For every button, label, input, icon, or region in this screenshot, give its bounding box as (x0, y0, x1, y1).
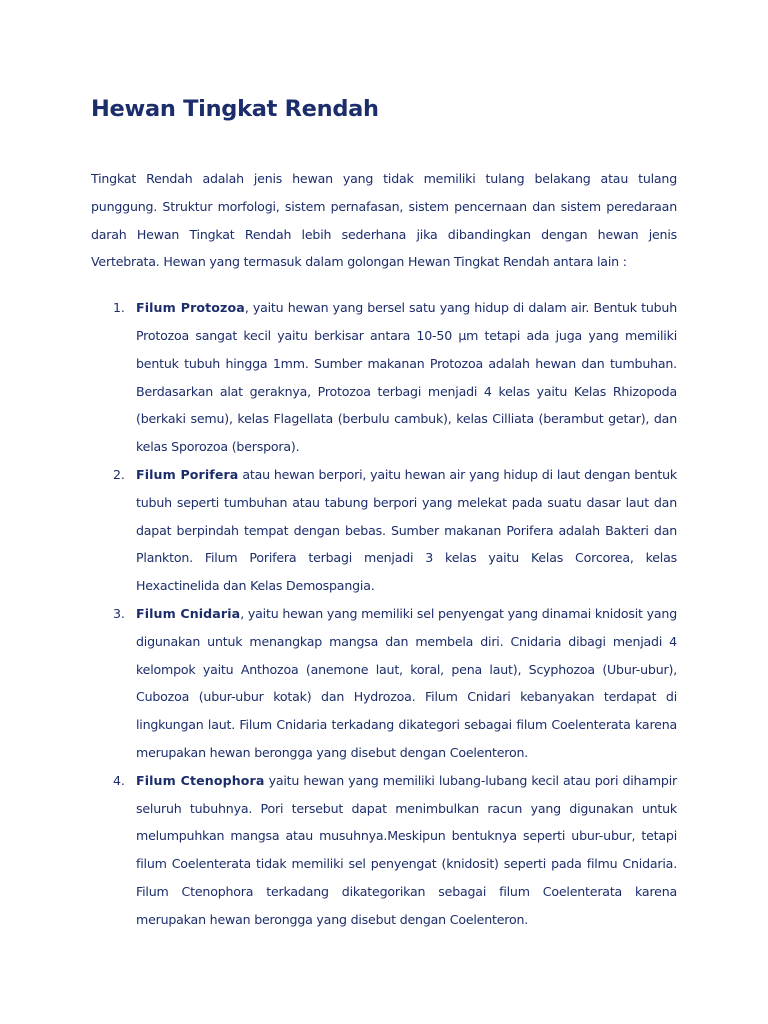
phylum-name: Filum Porifera (136, 466, 239, 482)
list-number: 1. (113, 300, 125, 316)
phylum-list (91, 294, 677, 933)
intro-paragraph: Tingkat Rendah adalah jenis hewan yang tidak memiliki tulang belakang atau tulang punggung. Struktur morfologi, sistem pernafasan, sistem pencernaan dan sistem peredaraan darah Hewan Tingkat Rendah lebih sederhana jika dibandingkan dengan hewan jenis Vertebrata. Hewan yang termasuk dalam golongan Hewan Tingkat Rendah antara lain : (91, 171, 677, 270)
document-page (91, 92, 677, 934)
phylum-name: Filum Ctenophora (136, 772, 265, 788)
phylum-name: Filum Cnidaria (136, 605, 241, 621)
phylum-description: , yaitu hewan yang bersel satu yang hidup di dalam air. Bentuk tubuh Protozoa sangat kecil yaitu berkisar antara 10-50 µm tetapi ada juga yang memiliki bentuk tubuh hingga 1mm. Sumber makanan Protozoa adalah hewan dan tumbuhan. Berdasarkan alat geraknya, Protozoa terbagi menjadi 4 kelas yaitu Kelas Rhizopoda (berkaki semu), kelas Flagellata (berbulu cambuk), kelas Cilliata (berambut getar), dan kelas Sporozoa (berspora). (136, 300, 677, 455)
list-number: 4. (113, 772, 125, 788)
list-item (91, 600, 677, 767)
phylum-description: yaitu hewan yang memiliki lubang-lubang kecil atau pori dihampir seluruh tubuhnya. Pori tersebut dapat menimbulkan racun yang digunakan untuk melumpuhkan mangsa atau musuhnya.Meskipun bentuknya seperti ubur-ubur, tetapi filum Coelenterata tidak memiliki sel penyengat (knidosit) seperti pada filmu Cnidaria. Filum Ctenophora terkadang dikategorikan sebagai filum Coelenterata karena merupakan hewan berongga yang disebut dengan Coelenteron. (136, 772, 677, 927)
list-number: 3. (113, 605, 125, 621)
phylum-name: Filum Protozoa (136, 300, 245, 316)
list-item (91, 767, 677, 934)
phylum-description: atau hewan berpori, yaitu hewan air yang hidup di laut dengan bentuk tubuh seperti tumbuhan atau tabung berpori yang melekat pada suatu dasar laut dan dapat berpindah tempat dengan bebas. Sumber makanan Porifera adalah Bakteri dan Plankton. Filum Porifera terbagi menjadi 3 kelas yaitu Kelas Corcorea, kelas Hexactinelida dan Kelas Demospangia. (136, 466, 677, 594)
list-item (91, 461, 677, 600)
document-title: Hewan Tingkat Rendah (91, 96, 379, 122)
list-number: 2. (113, 466, 125, 482)
list-item (91, 294, 677, 461)
phylum-description: , yaitu hewan yang memiliki sel penyengat yang dinamai knidosit yang digunakan untuk menangkap mangsa dan membela diri. Cnidaria dibagi menjadi 4 kelompok yaitu Anthozoa (anemone laut, koral, pena laut), Scyphozoa (Ubur-ubur), Cubozoa (ubur-ubur kotak) dan Hydrozoa. Filum Cnidari kebanyakan terdapat di lingkungan laut. Filum Cnidaria terkadang dikategori sebagai filum Coelenterata karena merupakan hewan berongga yang disebut dengan Coelenteron. (136, 605, 677, 760)
